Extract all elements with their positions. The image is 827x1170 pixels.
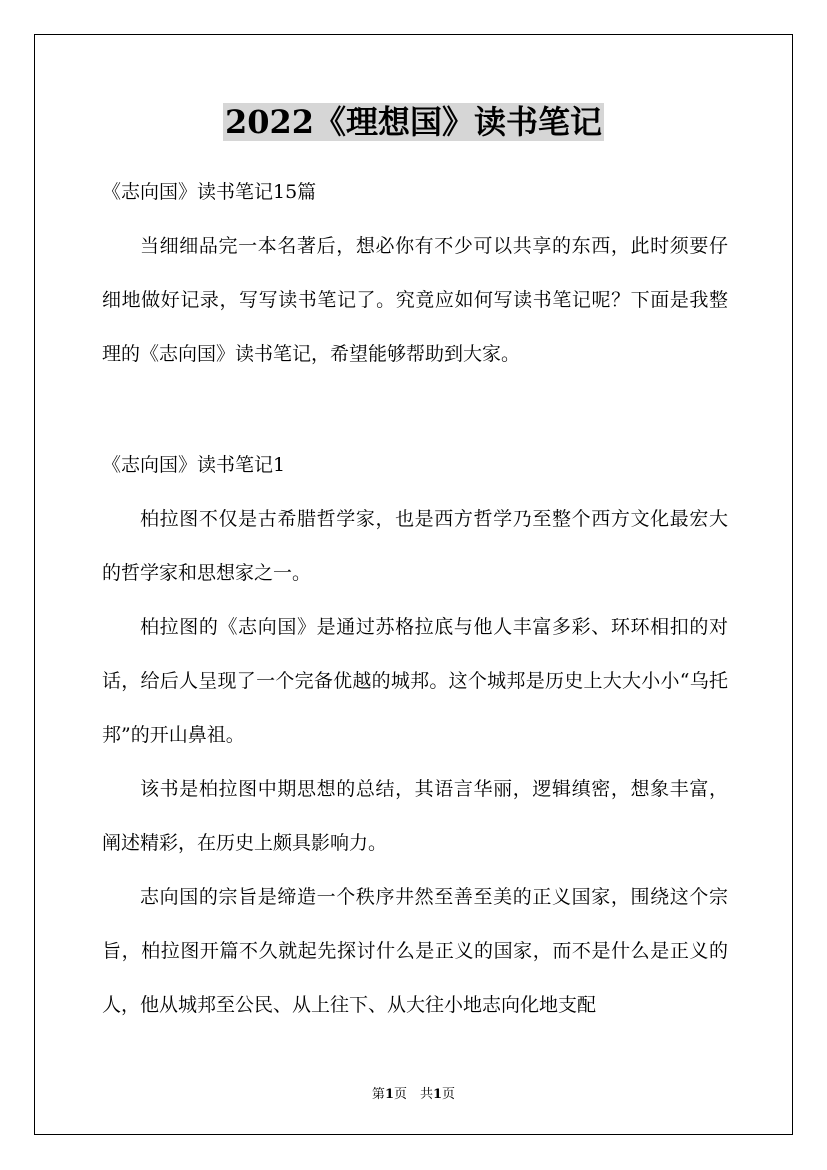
document-title-text: 2022《理想国》读书笔记 [224,103,603,141]
paragraph-1: 柏拉图不仅是古希腊哲学家，也是西方哲学乃至整个西方文化最宏大的哲学家和思想家之一。 [102,508,728,584]
document-title [0,97,827,147]
intro-paragraph: 当细细品完一本名著后，想必你有不少可以共享的东西，此时须要仔细地做好记录，写写读书笔记了。究竟应如何写读书笔记呢？下面是我整理的《志向国》读书笔记，希望能够帮助到大家。 [102,235,728,365]
paragraph-4: 志向国的宗旨是缔造一个秩序井然至善至美的正义国家，围绕这个宗旨，柏拉图开篇不久就起先探讨什么是正义的国家，而不是什么是正义的人，他从城邦至公民、从上往下、从大往小地志向化地支配 [102,886,728,1016]
footer-prefix: 第 [371,1087,385,1102]
page-footer [0,1083,827,1102]
footer-page-total: 1 [433,1087,443,1102]
paragraph-2: 柏拉图的《志向国》是通过苏格拉底与他人丰富多彩、环环相扣的对话，给后人呈现了一个完备优越的城邦。这个城邦是历史上大大小小“乌托邦”的开山鼻祖。 [102,616,728,746]
footer-mid: 页 共 [393,1087,433,1102]
document-subtitle: 《志向国》读书笔记15篇 [102,181,317,203]
footer-page-current: 1 [384,1087,394,1102]
paragraph-3: 该书是柏拉图中期思想的总结，其语言华丽，逻辑缜密，想象丰富，阐述精彩，在历史上颇具影响力。 [102,778,728,854]
footer-suffix: 页 [442,1087,456,1102]
section-heading: 《志向国》读书笔记1 [102,454,286,476]
